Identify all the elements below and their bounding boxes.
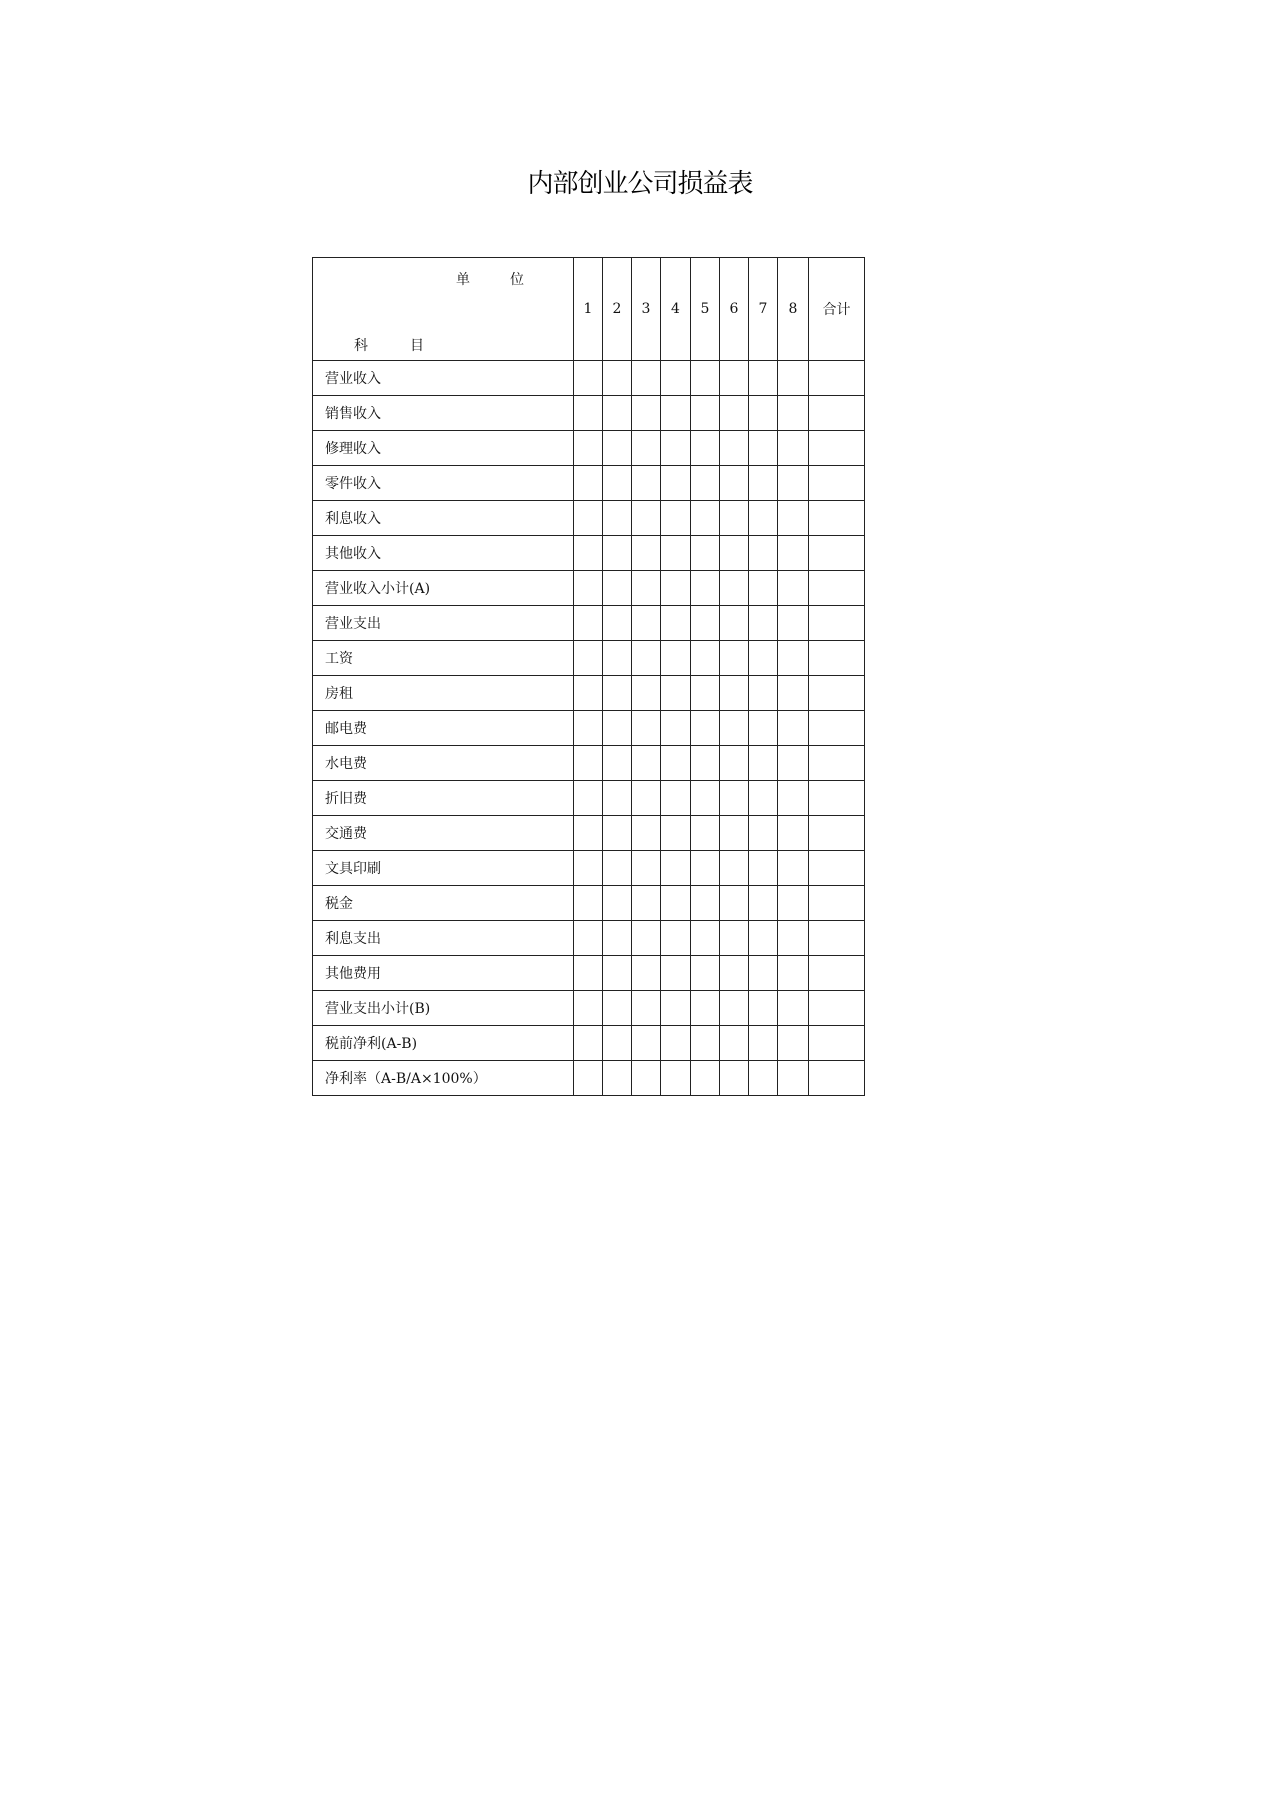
table-row bbox=[313, 886, 865, 921]
value-cell[interactable] bbox=[574, 851, 603, 886]
value-cell[interactable] bbox=[574, 781, 603, 816]
value-cell[interactable] bbox=[574, 991, 603, 1026]
value-cell[interactable] bbox=[574, 361, 603, 396]
row-label: 利息收入 bbox=[313, 501, 574, 536]
total-cell[interactable] bbox=[809, 536, 865, 571]
value-cell[interactable] bbox=[603, 921, 632, 956]
value-cell[interactable] bbox=[749, 851, 778, 886]
value-cell[interactable] bbox=[691, 676, 720, 711]
table-row bbox=[313, 746, 865, 781]
value-cell[interactable] bbox=[691, 1026, 720, 1061]
value-cell[interactable] bbox=[632, 851, 661, 886]
column-header-1: 1 bbox=[574, 258, 603, 361]
value-cell[interactable] bbox=[661, 991, 691, 1026]
value-cell[interactable] bbox=[778, 851, 809, 886]
value-cell[interactable] bbox=[749, 676, 778, 711]
row-label: 修理收入 bbox=[313, 431, 574, 466]
value-cell[interactable] bbox=[720, 536, 749, 571]
value-cell[interactable] bbox=[778, 921, 809, 956]
value-cell[interactable] bbox=[603, 886, 632, 921]
row-label: 营业收入 bbox=[313, 361, 574, 396]
column-header-7: 7 bbox=[749, 258, 778, 361]
value-cell[interactable] bbox=[749, 641, 778, 676]
row-label: 其他收入 bbox=[313, 536, 574, 571]
value-cell[interactable] bbox=[691, 851, 720, 886]
row-label: 文具印刷 bbox=[313, 851, 574, 886]
column-header-3: 3 bbox=[632, 258, 661, 361]
row-label: 水电费 bbox=[313, 746, 574, 781]
total-cell[interactable] bbox=[809, 886, 865, 921]
value-cell[interactable] bbox=[778, 816, 809, 851]
value-cell[interactable] bbox=[661, 921, 691, 956]
table-row bbox=[313, 466, 865, 501]
value-cell[interactable] bbox=[778, 1026, 809, 1061]
total-cell[interactable] bbox=[809, 921, 865, 956]
value-cell[interactable] bbox=[691, 396, 720, 431]
value-cell[interactable] bbox=[574, 1026, 603, 1061]
value-cell[interactable] bbox=[749, 1026, 778, 1061]
header-subject-label: 科 目 bbox=[354, 338, 424, 354]
row-label: 房租 bbox=[313, 676, 574, 711]
row-label: 净利率（A-B/A×100%） bbox=[313, 1061, 574, 1096]
header-row bbox=[313, 258, 865, 361]
value-cell[interactable] bbox=[632, 711, 661, 746]
value-cell[interactable] bbox=[603, 991, 632, 1026]
column-header-4: 4 bbox=[661, 258, 691, 361]
value-cell[interactable] bbox=[574, 1061, 603, 1096]
value-cell[interactable] bbox=[661, 816, 691, 851]
total-cell[interactable] bbox=[809, 361, 865, 396]
column-header-5: 5 bbox=[691, 258, 720, 361]
table-row bbox=[313, 606, 865, 641]
value-cell[interactable] bbox=[749, 991, 778, 1026]
total-cell[interactable] bbox=[809, 431, 865, 466]
table-row bbox=[313, 641, 865, 676]
value-cell[interactable] bbox=[574, 711, 603, 746]
value-cell[interactable] bbox=[603, 711, 632, 746]
value-cell[interactable] bbox=[632, 1026, 661, 1061]
value-cell[interactable] bbox=[691, 361, 720, 396]
value-cell[interactable] bbox=[574, 816, 603, 851]
value-cell[interactable] bbox=[603, 536, 632, 571]
value-cell[interactable] bbox=[661, 571, 691, 606]
table-row bbox=[313, 536, 865, 571]
table-row bbox=[313, 1026, 865, 1061]
value-cell[interactable] bbox=[632, 991, 661, 1026]
table-row bbox=[313, 676, 865, 711]
header-unit-label: 单 位 bbox=[456, 272, 524, 288]
total-cell[interactable] bbox=[809, 781, 865, 816]
total-cell[interactable] bbox=[809, 641, 865, 676]
value-cell[interactable] bbox=[632, 641, 661, 676]
value-cell[interactable] bbox=[632, 676, 661, 711]
value-cell[interactable] bbox=[778, 781, 809, 816]
value-cell[interactable] bbox=[603, 641, 632, 676]
value-cell[interactable] bbox=[749, 1061, 778, 1096]
value-cell[interactable] bbox=[574, 676, 603, 711]
table-row bbox=[313, 571, 865, 606]
value-cell[interactable] bbox=[632, 466, 661, 501]
value-cell[interactable] bbox=[691, 571, 720, 606]
value-cell[interactable] bbox=[603, 501, 632, 536]
value-cell[interactable] bbox=[720, 606, 749, 641]
value-cell[interactable] bbox=[574, 921, 603, 956]
value-cell[interactable] bbox=[574, 571, 603, 606]
total-cell[interactable] bbox=[809, 501, 865, 536]
value-cell[interactable] bbox=[691, 746, 720, 781]
row-label: 税前净利(A-B) bbox=[313, 1026, 574, 1061]
value-cell[interactable] bbox=[720, 886, 749, 921]
value-cell[interactable] bbox=[603, 676, 632, 711]
value-cell[interactable] bbox=[691, 711, 720, 746]
value-cell[interactable] bbox=[603, 571, 632, 606]
value-cell[interactable] bbox=[778, 1061, 809, 1096]
table-row bbox=[313, 361, 865, 396]
value-cell[interactable] bbox=[603, 396, 632, 431]
value-cell[interactable] bbox=[720, 746, 749, 781]
value-cell[interactable] bbox=[574, 396, 603, 431]
value-cell[interactable] bbox=[603, 956, 632, 991]
total-cell[interactable] bbox=[809, 1026, 865, 1061]
value-cell[interactable] bbox=[720, 361, 749, 396]
value-cell[interactable] bbox=[720, 1061, 749, 1096]
total-cell[interactable] bbox=[809, 816, 865, 851]
value-cell[interactable] bbox=[661, 746, 691, 781]
value-cell[interactable] bbox=[603, 851, 632, 886]
value-cell[interactable] bbox=[749, 431, 778, 466]
value-cell[interactable] bbox=[661, 956, 691, 991]
value-cell[interactable] bbox=[603, 606, 632, 641]
value-cell[interactable] bbox=[603, 466, 632, 501]
total-cell[interactable] bbox=[809, 396, 865, 431]
table-body bbox=[313, 361, 865, 1096]
total-cell[interactable] bbox=[809, 676, 865, 711]
table-row bbox=[313, 711, 865, 746]
value-cell[interactable] bbox=[661, 711, 691, 746]
column-header-total: 合计 bbox=[809, 258, 865, 361]
row-label: 交通费 bbox=[313, 816, 574, 851]
row-label: 销售收入 bbox=[313, 396, 574, 431]
row-label: 营业支出小计(B) bbox=[313, 991, 574, 1026]
value-cell[interactable] bbox=[632, 431, 661, 466]
value-cell[interactable] bbox=[661, 886, 691, 921]
page-title: 内部创业公司损益表 bbox=[527, 169, 753, 199]
value-cell[interactable] bbox=[661, 781, 691, 816]
column-header-2: 2 bbox=[603, 258, 632, 361]
value-cell[interactable] bbox=[632, 886, 661, 921]
column-header-6: 6 bbox=[720, 258, 749, 361]
value-cell[interactable] bbox=[632, 746, 661, 781]
value-cell[interactable] bbox=[720, 1026, 749, 1061]
value-cell[interactable] bbox=[778, 746, 809, 781]
value-cell[interactable] bbox=[574, 746, 603, 781]
value-cell[interactable] bbox=[778, 711, 809, 746]
value-cell[interactable] bbox=[661, 501, 691, 536]
value-cell[interactable] bbox=[749, 956, 778, 991]
value-cell[interactable] bbox=[720, 991, 749, 1026]
total-cell[interactable] bbox=[809, 571, 865, 606]
value-cell[interactable] bbox=[691, 781, 720, 816]
row-label: 邮电费 bbox=[313, 711, 574, 746]
value-cell[interactable] bbox=[778, 536, 809, 571]
table-row bbox=[313, 396, 865, 431]
value-cell[interactable] bbox=[749, 921, 778, 956]
value-cell[interactable] bbox=[691, 921, 720, 956]
value-cell[interactable] bbox=[720, 711, 749, 746]
value-cell[interactable] bbox=[778, 641, 809, 676]
value-cell[interactable] bbox=[691, 431, 720, 466]
row-label: 营业收入小计(A) bbox=[313, 571, 574, 606]
value-cell[interactable] bbox=[778, 396, 809, 431]
value-cell[interactable] bbox=[632, 501, 661, 536]
value-cell[interactable] bbox=[720, 431, 749, 466]
value-cell[interactable] bbox=[632, 536, 661, 571]
value-cell[interactable] bbox=[749, 361, 778, 396]
column-header-8: 8 bbox=[778, 258, 809, 361]
value-cell[interactable] bbox=[720, 501, 749, 536]
total-cell[interactable] bbox=[809, 711, 865, 746]
value-cell[interactable] bbox=[661, 466, 691, 501]
row-label: 营业支出 bbox=[313, 606, 574, 641]
row-label: 零件收入 bbox=[313, 466, 574, 501]
value-cell[interactable] bbox=[603, 781, 632, 816]
table-row bbox=[313, 921, 865, 956]
table-row bbox=[313, 851, 865, 886]
value-cell[interactable] bbox=[603, 746, 632, 781]
value-cell[interactable] bbox=[691, 536, 720, 571]
value-cell[interactable] bbox=[778, 571, 809, 606]
value-cell[interactable] bbox=[691, 466, 720, 501]
value-cell[interactable] bbox=[749, 536, 778, 571]
value-cell[interactable] bbox=[691, 501, 720, 536]
row-label: 其他费用 bbox=[313, 956, 574, 991]
total-cell[interactable] bbox=[809, 466, 865, 501]
value-cell[interactable] bbox=[720, 396, 749, 431]
value-cell[interactable] bbox=[661, 361, 691, 396]
value-cell[interactable] bbox=[632, 396, 661, 431]
value-cell[interactable] bbox=[778, 676, 809, 711]
row-label: 折旧费 bbox=[313, 781, 574, 816]
value-cell[interactable] bbox=[632, 606, 661, 641]
header-corner-cell bbox=[313, 258, 574, 361]
row-label: 工资 bbox=[313, 641, 574, 676]
value-cell[interactable] bbox=[632, 1061, 661, 1096]
value-cell[interactable] bbox=[691, 1061, 720, 1096]
value-cell[interactable] bbox=[661, 676, 691, 711]
value-cell[interactable] bbox=[574, 536, 603, 571]
value-cell[interactable] bbox=[661, 606, 691, 641]
value-cell[interactable] bbox=[661, 851, 691, 886]
value-cell[interactable] bbox=[574, 501, 603, 536]
total-cell[interactable] bbox=[809, 956, 865, 991]
value-cell[interactable] bbox=[691, 956, 720, 991]
value-cell[interactable] bbox=[749, 571, 778, 606]
value-cell[interactable] bbox=[574, 431, 603, 466]
value-cell[interactable] bbox=[661, 1061, 691, 1096]
row-label: 税金 bbox=[313, 886, 574, 921]
value-cell[interactable] bbox=[603, 1026, 632, 1061]
value-cell[interactable] bbox=[720, 466, 749, 501]
value-cell[interactable] bbox=[661, 536, 691, 571]
value-cell[interactable] bbox=[661, 396, 691, 431]
value-cell[interactable] bbox=[749, 501, 778, 536]
value-cell[interactable] bbox=[720, 816, 749, 851]
value-cell[interactable] bbox=[661, 431, 691, 466]
value-cell[interactable] bbox=[778, 431, 809, 466]
table-row bbox=[313, 781, 865, 816]
value-cell[interactable] bbox=[749, 466, 778, 501]
table-row bbox=[313, 431, 865, 466]
value-cell[interactable] bbox=[720, 956, 749, 991]
total-cell[interactable] bbox=[809, 1061, 865, 1096]
value-cell[interactable] bbox=[603, 431, 632, 466]
value-cell[interactable] bbox=[778, 991, 809, 1026]
table-row bbox=[313, 501, 865, 536]
value-cell[interactable] bbox=[778, 886, 809, 921]
value-cell[interactable] bbox=[691, 886, 720, 921]
value-cell[interactable] bbox=[632, 571, 661, 606]
value-cell[interactable] bbox=[778, 361, 809, 396]
value-cell[interactable] bbox=[632, 816, 661, 851]
value-cell[interactable] bbox=[632, 781, 661, 816]
value-cell[interactable] bbox=[691, 641, 720, 676]
value-cell[interactable] bbox=[720, 921, 749, 956]
value-cell[interactable] bbox=[691, 991, 720, 1026]
value-cell[interactable] bbox=[720, 851, 749, 886]
value-cell[interactable] bbox=[603, 816, 632, 851]
table-row bbox=[313, 816, 865, 851]
value-cell[interactable] bbox=[574, 886, 603, 921]
value-cell[interactable] bbox=[574, 466, 603, 501]
value-cell[interactable] bbox=[574, 956, 603, 991]
value-cell[interactable] bbox=[749, 396, 778, 431]
total-cell[interactable] bbox=[809, 991, 865, 1026]
value-cell[interactable] bbox=[632, 921, 661, 956]
value-cell[interactable] bbox=[778, 956, 809, 991]
value-cell[interactable] bbox=[749, 606, 778, 641]
value-cell[interactable] bbox=[632, 361, 661, 396]
value-cell[interactable] bbox=[720, 641, 749, 676]
value-cell[interactable] bbox=[720, 781, 749, 816]
value-cell[interactable] bbox=[661, 641, 691, 676]
value-cell[interactable] bbox=[603, 1061, 632, 1096]
value-cell[interactable] bbox=[749, 711, 778, 746]
value-cell[interactable] bbox=[778, 606, 809, 641]
value-cell[interactable] bbox=[632, 956, 661, 991]
value-cell[interactable] bbox=[691, 606, 720, 641]
value-cell[interactable] bbox=[749, 781, 778, 816]
value-cell[interactable] bbox=[603, 361, 632, 396]
row-label: 利息支出 bbox=[313, 921, 574, 956]
table-row bbox=[313, 1061, 865, 1096]
value-cell[interactable] bbox=[574, 641, 603, 676]
value-cell[interactable] bbox=[691, 816, 720, 851]
table-row bbox=[313, 991, 865, 1026]
value-cell[interactable] bbox=[661, 1026, 691, 1061]
value-cell[interactable] bbox=[574, 606, 603, 641]
value-cell[interactable] bbox=[778, 466, 809, 501]
total-cell[interactable] bbox=[809, 606, 865, 641]
total-cell[interactable] bbox=[809, 851, 865, 886]
value-cell[interactable] bbox=[720, 676, 749, 711]
value-cell[interactable] bbox=[749, 886, 778, 921]
table-row bbox=[313, 956, 865, 991]
value-cell[interactable] bbox=[749, 746, 778, 781]
value-cell[interactable] bbox=[749, 816, 778, 851]
value-cell[interactable] bbox=[720, 571, 749, 606]
profit-loss-table bbox=[312, 257, 865, 1096]
value-cell[interactable] bbox=[778, 501, 809, 536]
total-cell[interactable] bbox=[809, 746, 865, 781]
